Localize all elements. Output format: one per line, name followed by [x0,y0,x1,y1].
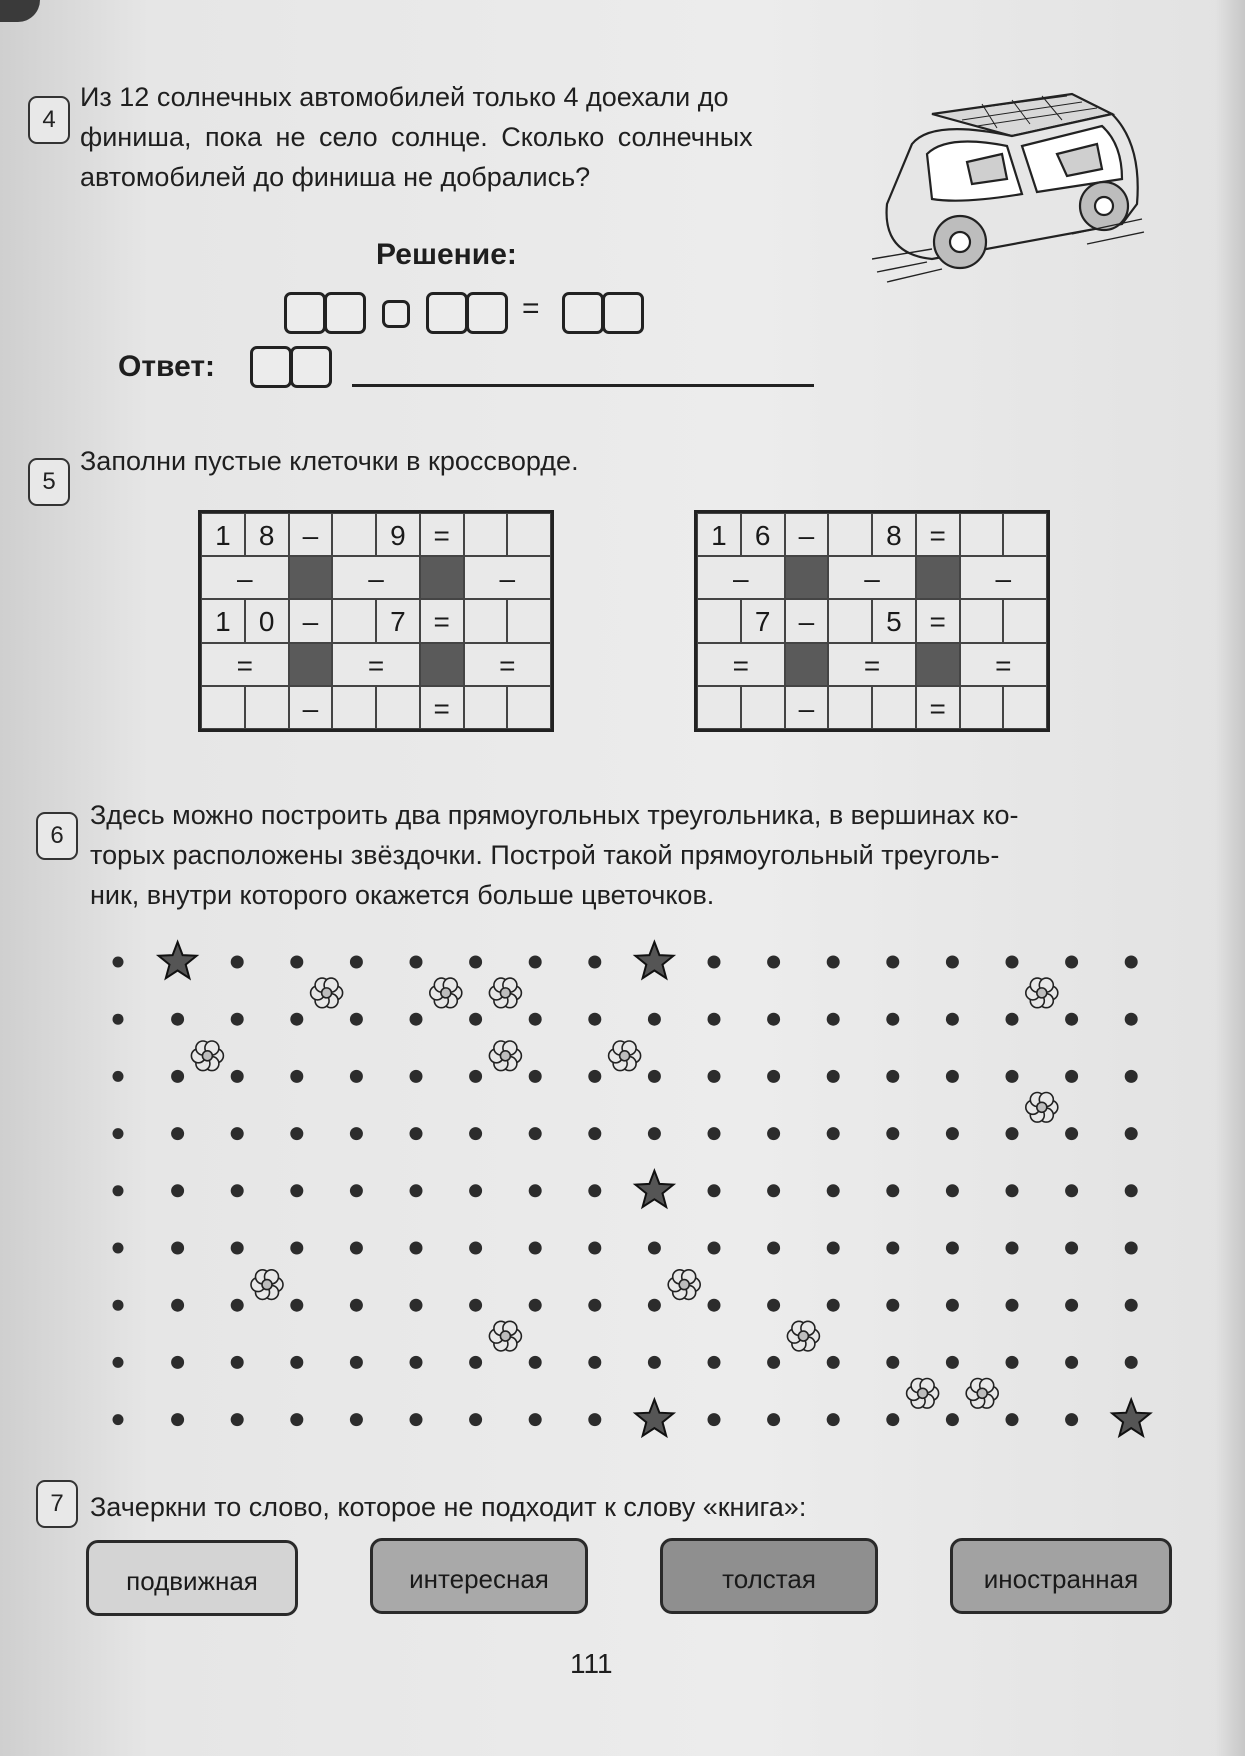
solution-label: Решение: [376,238,517,271]
grid-dot[interactable] [1125,1242,1138,1255]
grid-dot[interactable] [827,1127,840,1140]
grid-dot[interactable] [290,1070,303,1083]
grid-dot[interactable] [886,1356,899,1369]
flower-icon [609,1041,641,1071]
grid-dot[interactable] [588,1413,601,1426]
crossword-cell: 9 [376,513,420,556]
crossword-cell: = [916,599,960,642]
grid-dot[interactable] [469,1070,482,1083]
crossword-cell: 7 [741,599,785,642]
grid-dot[interactable] [350,1070,363,1083]
grid-dot[interactable] [1125,1184,1138,1197]
grid-dot[interactable] [1125,956,1138,969]
grid-dot[interactable] [827,1013,840,1026]
grid-dot[interactable] [529,956,542,969]
crossword-cell: – [289,599,333,642]
grid-dot[interactable] [827,956,840,969]
grid-dot[interactable] [529,1299,542,1312]
grid-dot[interactable] [1006,1356,1019,1369]
crossword-operator-cell: – [960,556,1048,599]
grid-dot[interactable] [946,1013,959,1026]
grid-dot[interactable] [886,1299,899,1312]
grid-dot[interactable] [648,1299,661,1312]
crossword-cell: 1 [201,513,245,556]
grid-dot[interactable] [290,1127,303,1140]
grid-dot[interactable] [410,1242,423,1255]
grid-dot[interactable] [410,1013,423,1026]
grid-dot[interactable] [469,1356,482,1369]
grid-dot[interactable] [469,1299,482,1312]
flower-icon [966,1379,998,1409]
grid-dot[interactable] [1006,1242,1019,1255]
grid-dot[interactable] [410,1413,423,1426]
grid-dot[interactable] [171,1184,184,1197]
crossword-cell: = [420,686,464,729]
grid-dot[interactable] [410,1127,423,1140]
grid-dot[interactable] [588,1127,601,1140]
grid-dot[interactable] [648,1013,661,1026]
grid-dot[interactable] [708,956,721,969]
grid-dot[interactable] [290,1242,303,1255]
grid-dot[interactable] [231,1070,244,1083]
crossword-cell: – [289,513,333,556]
grid-dot[interactable] [588,1242,601,1255]
grid-dot[interactable] [1006,1070,1019,1083]
grid-dot[interactable] [529,1013,542,1026]
grid-dot[interactable] [231,1413,244,1426]
crossword-operator-cell: = [828,643,916,686]
flower-icon [489,1041,521,1071]
grid-dot[interactable] [529,1127,542,1140]
star-icon[interactable] [635,1171,673,1207]
grid-dot[interactable] [648,1070,661,1083]
grid-dot[interactable] [350,1242,363,1255]
crossword-cell: – [785,513,829,556]
grid-dot[interactable] [410,1356,423,1369]
crossword-cell: = [420,599,464,642]
task7-number: 7 [36,1480,78,1528]
grid-dot[interactable] [886,1127,899,1140]
grid-dot[interactable] [1006,1299,1019,1312]
grid-dot[interactable] [113,1300,124,1311]
grid-dot[interactable] [1125,1127,1138,1140]
grid-dot[interactable] [529,1413,542,1426]
crossword-cell: = [420,513,464,556]
grid-dot[interactable] [231,1127,244,1140]
task6-line-1: Здесь можно построить два прямоугольных треугольника, в вершинах ко- [90,800,1019,830]
grid-dot[interactable] [767,1242,780,1255]
grid-dot[interactable] [648,1356,661,1369]
crossword-operator-cell: – [201,556,289,599]
grid-dot[interactable] [767,956,780,969]
flower-icon [251,1270,283,1300]
grid-dot[interactable] [350,956,363,969]
crossword-cell: – [785,686,829,729]
grid-dot[interactable] [708,1013,721,1026]
grid-dot[interactable] [1065,1413,1078,1426]
star-icon[interactable] [159,942,197,978]
grid-dot[interactable] [708,1356,721,1369]
grid-dot[interactable] [171,1413,184,1426]
grid-dot[interactable] [290,1413,303,1426]
crossword-operator-cell: = [332,643,420,686]
grid-dot[interactable] [886,1013,899,1026]
crossword-cell: – [289,686,333,729]
answer-label: Ответ: [118,350,216,383]
star-icon[interactable] [635,1400,673,1436]
grid-dot[interactable] [1065,956,1078,969]
grid-dot[interactable] [113,1414,124,1425]
grid-dot[interactable] [946,956,959,969]
equals-sign: = [522,292,540,325]
grid-dot[interactable] [886,1413,899,1426]
task6-line-3: ник, внутри которого окажется больше цветочков. [90,880,715,910]
task4-line-3: автомобилей до финиша не добрались? [80,162,591,192]
crossword-cell: 6 [741,513,785,556]
grid-dot[interactable] [1065,1070,1078,1083]
crossword-cell: 0 [245,599,289,642]
flower-icon [489,1321,521,1351]
grid-dot[interactable] [1125,1070,1138,1083]
grid-dot[interactable] [708,1242,721,1255]
grid-dot[interactable] [410,956,423,969]
task4-line-2: финиша, пока не село солнце. Сколько солнечных [80,122,753,152]
crossword-cell: 1 [201,599,245,642]
grid-dot[interactable] [410,1299,423,1312]
grid-dot[interactable] [886,1070,899,1083]
page-number: 111 [570,1648,613,1679]
grid-dot[interactable] [171,1070,184,1083]
grid-dot[interactable] [1125,1013,1138,1026]
grid-dot[interactable] [231,1356,244,1369]
grid-dot[interactable] [231,1242,244,1255]
grid-dot[interactable] [588,956,601,969]
grid-dot[interactable] [886,1242,899,1255]
grid-dot[interactable] [827,1299,840,1312]
task4-line-1: Из 12 солнечных автомобилей только 4 доехали до [80,82,729,112]
grid-dot[interactable] [588,1013,601,1026]
grid-dot[interactable] [290,1299,303,1312]
crossword-cell: 8 [872,513,916,556]
task5-number: 5 [28,458,70,506]
grid-dot[interactable] [113,1071,124,1082]
grid-dot[interactable] [113,1357,124,1368]
grid-dot[interactable] [171,1242,184,1255]
flower-icon [1026,978,1058,1008]
grid-dot[interactable] [648,1242,661,1255]
grid-dot[interactable] [886,956,899,969]
crossword-cell: – [785,599,829,642]
grid-dot[interactable] [946,1127,959,1140]
word-inostrannaya[interactable]: иностранная [950,1538,1172,1614]
grid-dot[interactable] [946,1299,959,1312]
grid-dot[interactable] [350,1184,363,1197]
flower-icon [787,1321,819,1351]
grid-dot[interactable] [588,1070,601,1083]
crossword-operator-cell: = [697,643,785,686]
grid-dot[interactable] [827,1184,840,1197]
grid-dot[interactable] [588,1299,601,1312]
grid-dot[interactable] [113,1185,124,1196]
grid-dot[interactable] [469,1127,482,1140]
grid-dot[interactable] [708,1413,721,1426]
crossword-operator-cell: – [828,556,916,599]
grid-dot[interactable] [469,1242,482,1255]
grid-dot[interactable] [1125,1356,1138,1369]
grid-dot[interactable] [410,1070,423,1083]
word-tolstaya[interactable]: толстая [660,1538,878,1614]
grid-dot[interactable] [290,1356,303,1369]
flower-icon [1026,1093,1058,1123]
grid-dot[interactable] [350,1127,363,1140]
grid-dot[interactable] [113,1014,124,1025]
grid-dot[interactable] [171,1013,184,1026]
grid-dot[interactable] [708,1299,721,1312]
crossword-cell: 1 [697,513,741,556]
task6-line-2: торых расположены звёздочки. Построй такой прямоугольный треуголь- [90,840,1000,870]
task5-text: Заполни пустые клеточки в кроссворде. [80,446,579,476]
grid-dot[interactable] [171,1356,184,1369]
grid-dot[interactable] [1065,1242,1078,1255]
word-interesnaya[interactable]: интересная [370,1538,588,1614]
grid-dot[interactable] [946,1356,959,1369]
crossword-operator-cell: – [464,556,552,599]
grid-dot[interactable] [767,1184,780,1197]
grid-dot[interactable] [1006,1013,1019,1026]
grid-dot[interactable] [767,1413,780,1426]
grid-dot[interactable] [886,1184,899,1197]
crossword-operator-cell: = [960,643,1048,686]
grid-dot[interactable] [1125,1299,1138,1312]
grid-dot[interactable] [469,956,482,969]
grid-dot[interactable] [588,1184,601,1197]
grid-dot[interactable] [1006,1413,1019,1426]
crossword-operator-cell: = [201,643,289,686]
grid-dot[interactable] [171,1299,184,1312]
crossword-cell: 5 [872,599,916,642]
grid-dot[interactable] [767,1127,780,1140]
grid-dot[interactable] [231,1299,244,1312]
grid-dot[interactable] [231,1013,244,1026]
grid-dot[interactable] [1065,1127,1078,1140]
grid-dot[interactable] [648,1127,661,1140]
flower-icon [311,978,343,1008]
grid-dot[interactable] [350,1299,363,1312]
grid-dot[interactable] [469,1413,482,1426]
grid-dot[interactable] [1006,1127,1019,1140]
grid-dot[interactable] [767,1070,780,1083]
flower-icon [191,1041,223,1071]
grid-dot[interactable] [290,1184,303,1197]
grid-dot[interactable] [113,1128,124,1139]
grid-dot[interactable] [1065,1184,1078,1197]
grid-dot[interactable] [350,1013,363,1026]
flower-icon [668,1270,700,1300]
grid-dot[interactable] [350,1356,363,1369]
task6-number: 6 [36,812,78,860]
grid-dot[interactable] [1065,1013,1078,1026]
word-podvizhnaya[interactable]: подвижная [86,1540,298,1616]
crossword-cell: = [916,686,960,729]
grid-dot[interactable] [1006,956,1019,969]
grid-dot[interactable] [1006,1184,1019,1197]
grid-dot[interactable] [827,1070,840,1083]
crossword-cell: 7 [376,599,420,642]
grid-dot[interactable] [708,1127,721,1140]
grid-dot[interactable] [529,1184,542,1197]
grid-dot[interactable] [767,1356,780,1369]
grid-dot[interactable] [231,956,244,969]
grid-dot[interactable] [588,1356,601,1369]
grid-dot[interactable] [827,1356,840,1369]
flower-icon [489,978,521,1008]
task4-number: 4 [28,96,70,144]
grid-dot[interactable] [231,1184,244,1197]
grid-dot[interactable] [946,1413,959,1426]
star-icon[interactable] [635,942,673,978]
crossword-operator-cell: = [464,643,552,686]
grid-dot[interactable] [1065,1356,1078,1369]
grid-dot[interactable] [529,1070,542,1083]
star-icon[interactable] [1112,1400,1150,1436]
grid-dot[interactable] [708,1184,721,1197]
grid-dot[interactable] [767,1013,780,1026]
grid-dot[interactable] [410,1184,423,1197]
grid-dot[interactable] [946,1070,959,1083]
crossword-operator-cell: – [697,556,785,599]
crossword-cell: 8 [245,513,289,556]
flower-icon [907,1379,939,1409]
grid-dot[interactable] [469,1013,482,1026]
grid-dot[interactable] [529,1242,542,1255]
grid-dot[interactable] [290,1013,303,1026]
grid-dot[interactable] [1065,1299,1078,1312]
grid-dot[interactable] [469,1184,482,1197]
grid-dot[interactable] [767,1299,780,1312]
crossword-operator-cell: – [332,556,420,599]
grid-dot[interactable] [529,1356,542,1369]
grid-dot[interactable] [290,956,303,969]
flower-icon [430,978,462,1008]
grid-dot[interactable] [827,1413,840,1426]
grid-dot[interactable] [946,1184,959,1197]
grid-dot[interactable] [827,1242,840,1255]
grid-dot[interactable] [113,1243,124,1254]
grid-dot[interactable] [113,957,124,968]
grid-dot[interactable] [171,1127,184,1140]
grid-dot[interactable] [946,1242,959,1255]
grid-dot[interactable] [708,1070,721,1083]
crossword-cell: = [916,513,960,556]
grid-dot[interactable] [350,1413,363,1426]
task7-text: Зачеркни то слово, которое не подходит к слову «книга»: [90,1492,807,1522]
